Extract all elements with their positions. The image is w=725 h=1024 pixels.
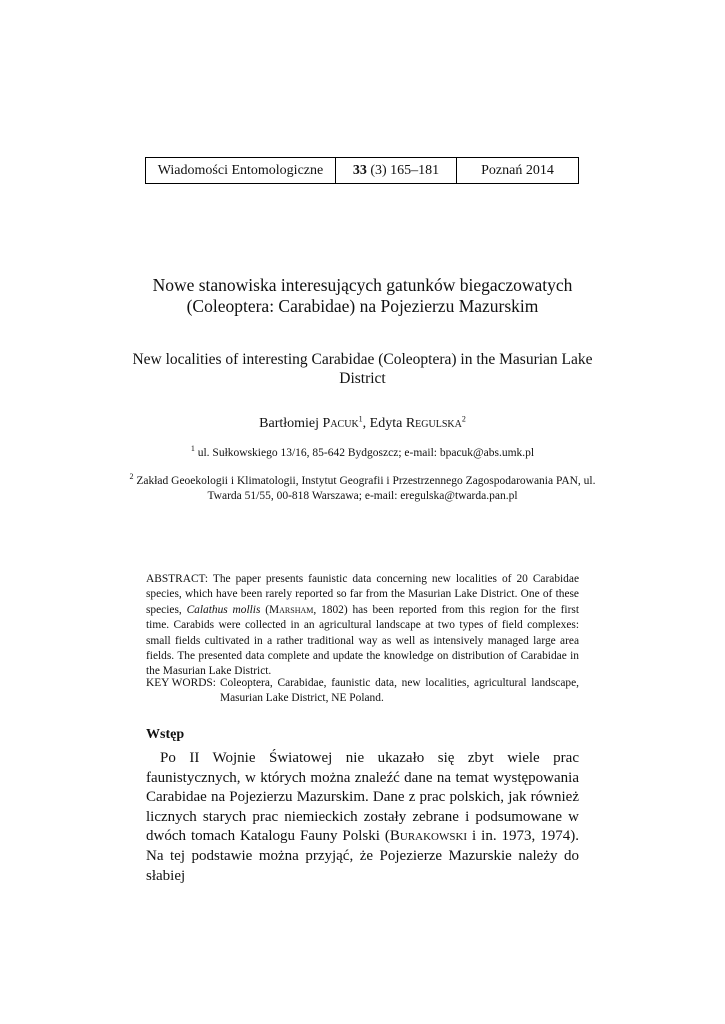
affiliation-2: $^2$ Zakład Geoekologii i Klimatologii, Instytut Geografii i Przestrzennego Zagospodarowania PAN, ul. Twarda 51/55, 00-818 Warszawa; e-mail: eregulska@twarda.pan.pl bbox=[129, 472, 599, 502]
keywords bbox=[146, 676, 579, 707]
journal-name: Wiadomości Entomologiczne bbox=[146, 158, 336, 183]
keywords-text: Coleoptera, Carabidae, faunistic data, new localities, agricultural landscape, Masurian Lake District, NE Poland. bbox=[219, 677, 579, 705]
section-title: Wstęp bbox=[146, 727, 185, 742]
journal-header-box bbox=[145, 157, 579, 184]
author-2-surname: Regulska bbox=[405, 416, 462, 431]
title-english: New localities of interesting Carabidae (Coleoptera) in the Masurian Lake District bbox=[132, 351, 593, 387]
keywords-label: KEY WORDS: bbox=[146, 677, 216, 689]
author-list bbox=[120, 415, 605, 433]
body-paragraph: Po II Wojnie Światowej nie ukazało się zbyt wiele prac faunistycznych, w których można znaleźć dane na temat występowania Carabidae na Pojezierzu Mazurskim. Dane z prac polskich, jak również licznych starych prac niemieckich zostały zebrane i podsumowane w dwóch tomach Katalogu Fauny Polski (Burakowski i in. 1973, 1974). Na tej podstawie można przyjąć, że Pojezierze Mazurskie należy do słabiej bbox=[146, 750, 579, 884]
journal-volume-pages bbox=[336, 158, 457, 183]
abstract: ABSTRACT: The paper presents faunistic data concerning new localities of 20 Carabidae species, which have been rarely reported so far from the Masurian Lake District. One of these species, Calathus mollis (Marsham, 1802) has been reported from this region for the first time. Carabids were collected in an agricultural landscape at two types of field complexes: small fields cultivated in a rather traditional way as well as intensively managed large area fields. The presented data complete and update the knowledge on distribution of Carabidae in the Masurian Lake District. bbox=[146, 573, 579, 678]
species-name: Calathus mollis bbox=[186, 603, 261, 616]
author-1-surname: Pacuk bbox=[322, 416, 359, 431]
journal-issue-pages: (3) 165–181 bbox=[366, 162, 440, 178]
cited-author: Burakowski bbox=[389, 828, 468, 845]
affiliation-1: $^1$ ul. Sułkowskiego 13/16, 85-642 Bydgoszcz; e-mail: bpacuk@abs.umk.pl bbox=[190, 444, 535, 459]
journal-place-year: Poznań 2014 bbox=[481, 162, 554, 178]
species-author: Marsham bbox=[269, 603, 314, 616]
title-polish: Nowe stanowiska interesujących gatunków biegaczowatych (Coleoptera: Carabidae) na Pojezierzu Mazurskim bbox=[152, 275, 573, 316]
author-1: Bartłomiej Pacuk$^1$, bbox=[259, 414, 370, 431]
author-2: Edyta Regulska$^2$ bbox=[369, 414, 466, 431]
journal-volume: 33 bbox=[352, 162, 367, 178]
